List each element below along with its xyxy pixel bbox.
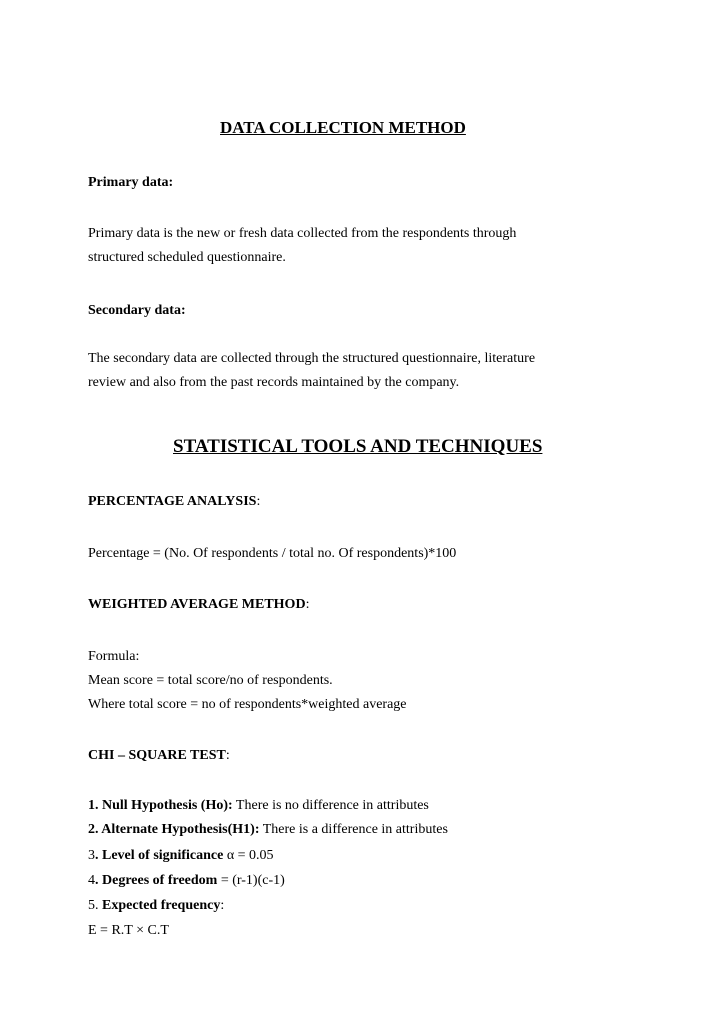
expected-frequency-label: Expected frequency (98, 898, 221, 913)
item-3-number: 3 (88, 848, 95, 863)
chi-item-null-hypothesis (88, 797, 429, 815)
primary-data-text-line-1: Primary data is the new or fresh data collected from the respondents through (88, 226, 517, 241)
level-of-significance-value: α = 0.05 (223, 848, 274, 863)
expected-frequency-formula: E = R.T × C.T (88, 923, 169, 938)
percentage-analysis-heading-text: PERCENTAGE ANALYSIS (88, 494, 257, 509)
secondary-data-text-line-2: review and also from the past records maintained by the company. (88, 375, 460, 390)
chi-square-heading-colon: : (225, 748, 230, 763)
chi-item-alternate-hypothesis (88, 821, 448, 839)
secondary-data-text-line-1: The secondary data are collected through the structured questionnaire, literature (88, 351, 536, 366)
weighted-average-heading (88, 596, 309, 614)
degrees-of-freedom-value: = (r-1)(c-1) (217, 873, 285, 888)
item-4-number: 4 (88, 873, 95, 888)
mean-score-formula: Mean score = total score/no of respondents. (88, 673, 333, 688)
primary-data-heading: Primary data: (88, 175, 174, 190)
alternate-hypothesis-text: There is a difference in attributes (259, 822, 448, 837)
chi-item-level-of-significance (88, 847, 274, 865)
weighted-average-heading-colon: : (305, 597, 310, 612)
primary-data-text-line-2: structured scheduled questionnaire. (88, 250, 286, 265)
percentage-formula: Percentage = (No. Of respondents / total no. Of respondents)*100 (88, 546, 457, 561)
item-5-number: 5. (88, 898, 99, 913)
null-hypothesis-text: There is no difference in attributes (232, 798, 429, 813)
chi-item-expected-frequency (88, 897, 224, 915)
level-of-significance-label: . Level of significance (95, 848, 224, 863)
section-title-statistical-tools: STATISTICAL TOOLS AND TECHNIQUES (173, 436, 543, 457)
chi-square-heading-text: CHI – SQUARE TEST (88, 748, 226, 763)
chi-square-heading (88, 747, 230, 765)
alternate-hypothesis-label: 2. Alternate Hypothesis(H1): (88, 822, 260, 837)
total-score-formula: Where total score = no of respondents*weighted average (88, 697, 407, 712)
null-hypothesis-label: 1. Null Hypothesis (Ho): (88, 798, 233, 813)
secondary-data-heading: Secondary data: (88, 303, 186, 318)
expected-frequency-colon: : (220, 898, 225, 913)
formula-label: Formula: (88, 649, 140, 664)
weighted-average-heading-text: WEIGHTED AVERAGE METHOD (88, 597, 306, 612)
percentage-analysis-heading-colon: : (256, 494, 261, 509)
percentage-analysis-heading (88, 493, 260, 511)
degrees-of-freedom-label: . Degrees of freedom (95, 873, 218, 888)
page-title: DATA COLLECTION METHOD (220, 118, 466, 137)
chi-item-degrees-of-freedom (88, 872, 285, 890)
